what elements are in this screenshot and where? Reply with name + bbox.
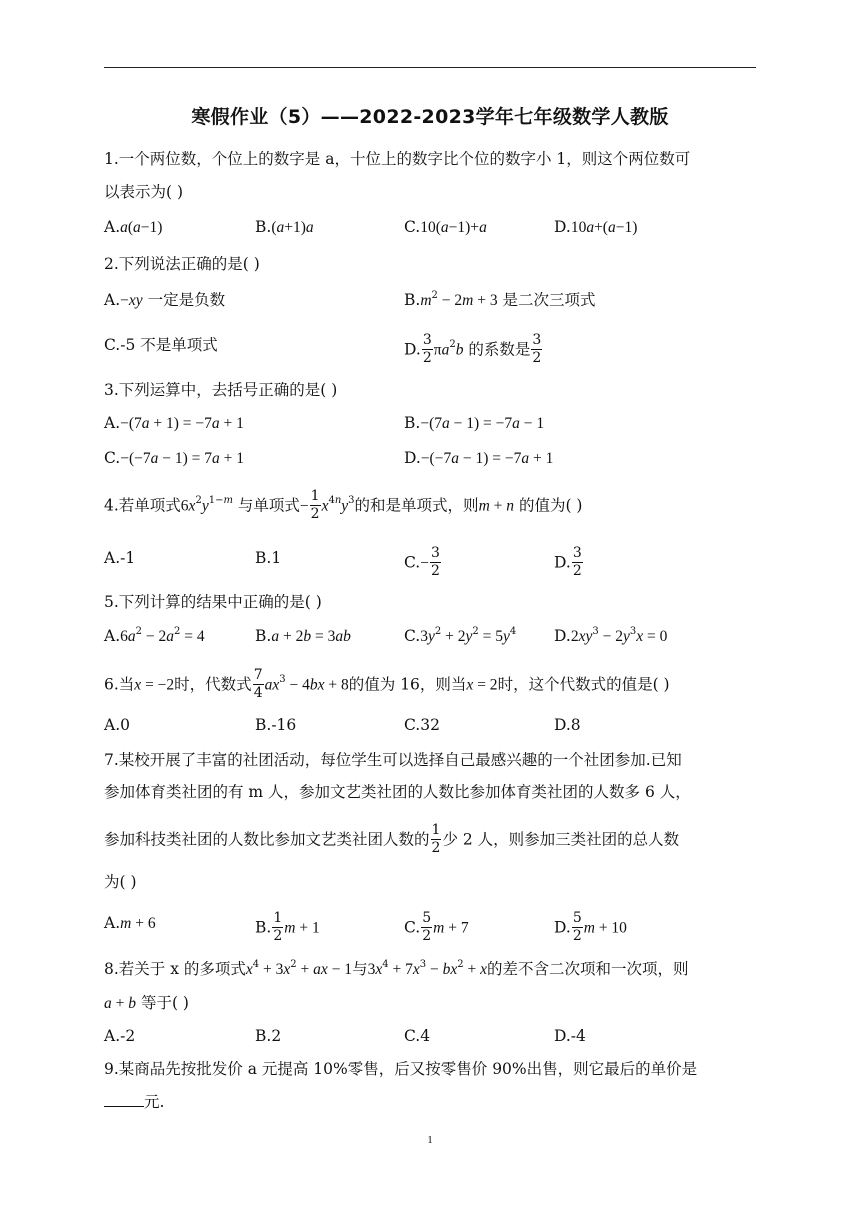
q6-option-d: D.8 (554, 716, 581, 734)
question-8-line-1: 8.若关于 x 的多项式$x^4 + 3x^2$ + ax − 1与$3x^4 + 7x^3 - bx^2 + x$的差不含二次项和一次项，则 (104, 958, 689, 978)
q4-option-b: B.1 (255, 549, 282, 567)
answer-blank[interactable] (104, 1092, 144, 1107)
q8-option-c: C.4 (404, 1027, 431, 1045)
question-8-line-2: a + b 等于( ) (104, 994, 189, 1012)
q3-option-a: A.−(7a + 1) = −7a + 1 (104, 414, 244, 432)
q6-option-b: B.-16 (255, 716, 297, 734)
question-2-stem: 2.下列说法正确的是( ) (104, 255, 260, 273)
q6-option-c: C.32 (404, 716, 440, 734)
q1-option-b: B.(a+1)a (255, 218, 314, 236)
q6-option-a: A.0 (104, 716, 130, 734)
q1-option-a: A.a(a−1) (104, 218, 163, 236)
q7-option-d: D. $\frac{5}{2}$ m + 10 (554, 910, 627, 944)
q4-option-c: C.− $\frac{3}{2}$ (404, 545, 440, 579)
question-1-line-1: 1.一个两位数，个位上的数字是 a，十位上的数字比个位的数字小 1，则这个两位数可 (104, 150, 691, 168)
q7-option-c: C. $\frac{5}{2}$ m + 7 (404, 910, 469, 944)
question-5-stem: 5.下列计算的结果中正确的是( ) (104, 593, 322, 611)
page-number: 1 (427, 1134, 433, 1146)
question-6-stem: 6.当x = −2时，代数式 $\frac{7}{4}$ $ax^3 - 4bx + 8$的值为 16，则当x = 2时，这个代数式的值是( ) (104, 667, 670, 701)
q5-option-a: $A.6a^2 - 2a^2 = 4$ (104, 625, 205, 645)
q2-option-c: C.-5 不是单项式 (104, 336, 218, 354)
q8-option-a: A.-2 (104, 1027, 136, 1045)
question-7-line-3: 参加科技类社团的人数比参加文艺类社团人数的 $\frac{1}{2}$ 少 2 人，则参加三类社团的总人数 (104, 822, 680, 856)
page-title: 寒假作业（5）——2022-2023学年七年级数学人教版 (191, 106, 669, 128)
q7-option-a: A.m + 6 (104, 914, 156, 932)
q5-option-d: $D.2xy^3 - 2y^3x = 0$ (554, 625, 668, 645)
q3-option-d: D.−(−7a − 1) = −7a + 1 (404, 449, 554, 467)
question-1-line-2: 以表示为( ) (104, 183, 184, 201)
q4-option-a: A.-1 (104, 549, 136, 567)
q3-option-c: C.−(−7a − 1) = 7a + 1 (104, 449, 245, 467)
question-7-line-1: 7.某校开展了丰富的社团活动，每位学生可以选择自己最感兴趣的一个社团参加.已知 (104, 751, 682, 769)
question-3-stem: 3.下列运算中，去括号正确的是( ) (104, 381, 338, 399)
question-7-line-2: 参加体育类社团的有 m 人，参加文艺类社团的人数比参加体育类社团的人数多 6 人， (104, 783, 691, 801)
q2-option-b: $B.m^2 - 2m + 3$ 是二次三项式 (404, 289, 596, 309)
q4-option-d: D. $\frac{3}{2}$ (554, 545, 582, 579)
question-9-line-1: 9.某商品先按批发价 a 元提高 10%零售，后又按零售价 90%出售，则它最后的单价是 (104, 1060, 698, 1078)
q2-option-d: D. $\frac{3}{2}$ $\pi a^2b$ 的系数是 $\frac{3}{2}$ (404, 332, 542, 366)
question-9-line-2: 元. (104, 1090, 764, 1114)
q7-option-b: B. $\frac{1}{2}$ m + 1 (255, 910, 320, 944)
question-7-line-4: 为( ) (104, 873, 137, 891)
q2-option-a: A.−xy 一定是负数 (104, 291, 226, 309)
q5-option-c: $C.3y^2 + 2y^2 = 5y^4$ (404, 625, 517, 645)
header-rule (104, 67, 756, 68)
q1-option-c: C.10(a−1)+a (404, 218, 487, 236)
q8-option-d: D.-4 (554, 1027, 586, 1045)
q5-option-b: B.a + 2b = 3ab (255, 627, 351, 645)
q8-option-b: B.2 (255, 1027, 282, 1045)
question-4-stem: 4.若单项式$6x^2y^{1-m}$ 与单项式− $\frac{1}{2}$ $x^{4n}y^3$的和是单项式，则m + n 的值为( ) (104, 488, 583, 522)
q1-option-d: D.10a+(a−1) (554, 218, 638, 236)
q3-option-b: B.−(7a − 1) = −7a − 1 (404, 414, 545, 432)
